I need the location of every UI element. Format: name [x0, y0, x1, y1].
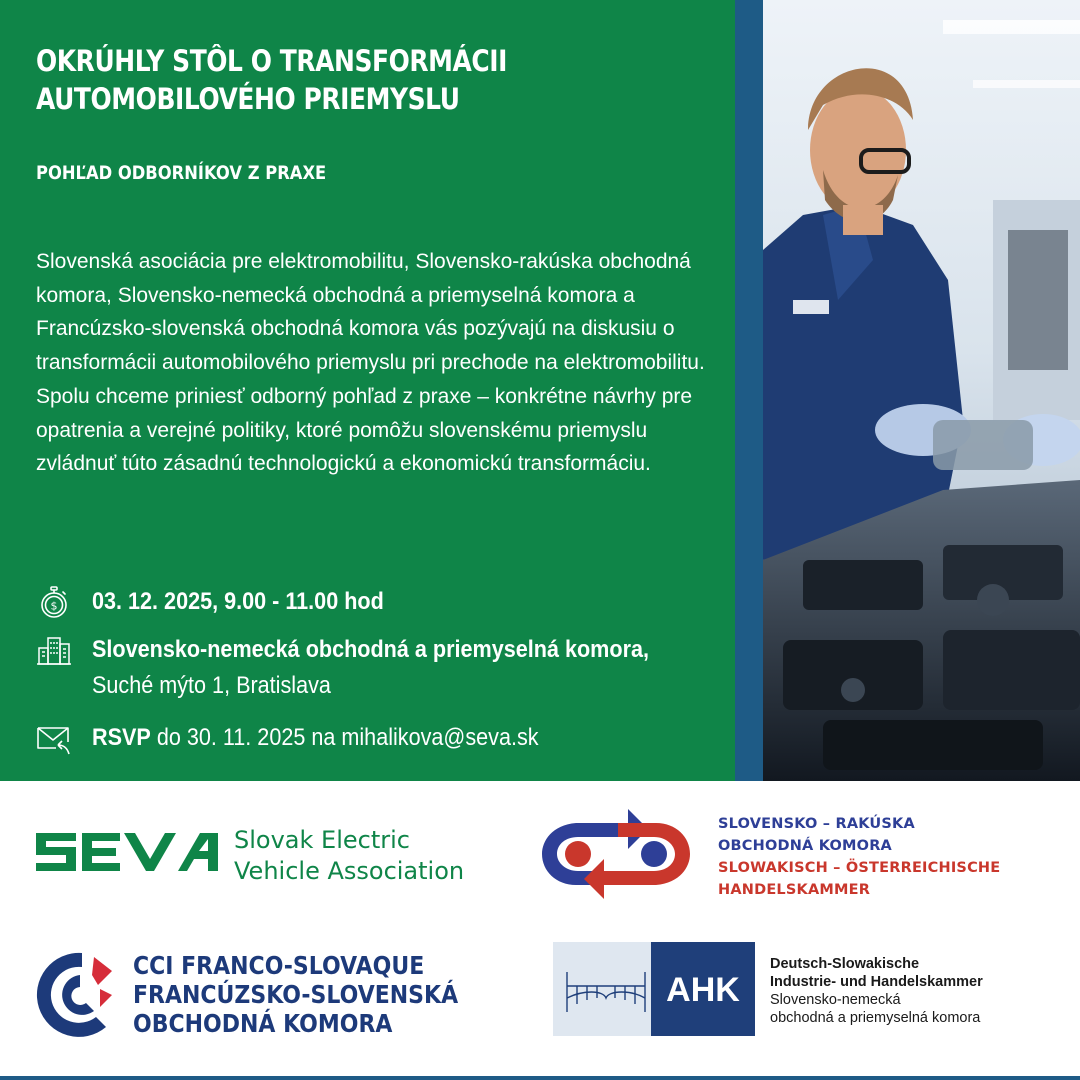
seva-tagline-line-2: Vehicle Association — [234, 857, 465, 885]
rsvp-label: RSVP — [92, 724, 151, 751]
event-date-row — [36, 584, 416, 620]
partner-logos — [0, 781, 1080, 1080]
cci-line-3: OBCHODNÁ KOMORA — [133, 1009, 393, 1038]
invitation-panel — [0, 0, 735, 781]
svg-text:$: $ — [50, 599, 58, 613]
cci-line-1-rest: FRANCO-SLOVAQUE — [173, 951, 425, 980]
accent-stripe — [735, 0, 763, 781]
building-icon — [36, 632, 72, 668]
sra-line-4: HANDELSKAMMER — [718, 882, 871, 898]
event-subtitle: POHĽAD ODBORNÍKOV Z PRAXE — [36, 162, 327, 184]
event-date-value: 03. 12. 2025, 9.00 - 11.00 hod — [92, 588, 384, 615]
stopwatch-icon — [36, 584, 72, 620]
event-description: Slovenská asociácia pre elektromobilitu, Slovensko-rakúska obchodná komora, Slovensko-nemecká obchodná a priemyselná komora a Francúzsko-slovenská obchodná komora vás pozývajú na diskusiu o transformácii automobilového priemyslu pri prechode na elektromobilitu. Spolu chceme priniesť odborný pohľad z praxe – konkrétne návrhy pre opatrenia a verejné politiky, ktoré pomôžu slovenskému priemyslu zvládnuť túto zásadnú technologickú a ekonomickú transformáciu. — [36, 250, 705, 476]
factory-worker-photo — [763, 0, 1080, 781]
sra-line-2: OBCHODNÁ KOMORA — [718, 838, 892, 854]
sra-name — [718, 813, 1000, 901]
ahk-line-4: obchodná a priemyselná komora — [770, 1010, 981, 1026]
ahk-line-3: Slovensko-nemecká — [770, 992, 901, 1008]
event-rsvp-row — [36, 720, 588, 756]
cci-prefix: CCI — [133, 951, 174, 980]
ahk-name — [770, 955, 983, 1027]
ahk-line-1: Deutsch-Slowakische — [770, 956, 920, 972]
seva-tagline — [234, 825, 464, 887]
sra-arrows-logo-icon — [542, 807, 690, 901]
event-venue-address: Suché mýto 1, Bratislava — [92, 672, 331, 699]
sra-line-3: SLOWAKISCH – ÖSTERREICHISCHE — [718, 860, 1001, 876]
sra-line-1: SLOVENSKO – RAKÚSKA — [718, 816, 915, 832]
envelope-reply-icon — [36, 720, 72, 756]
event-title — [36, 42, 621, 118]
ahk-mark: AHK — [666, 971, 740, 1009]
ahk-line-2: Industrie- und Handelskammer — [770, 974, 983, 990]
event-venue-name: Slovensko-nemecká obchodná a priemyselná komora, — [92, 636, 650, 663]
cci-logo-icon — [36, 949, 116, 1041]
cci-line-1 — [133, 951, 458, 980]
event-venue-row — [36, 632, 711, 704]
ahk-logo-icon — [553, 942, 755, 1036]
event-date — [92, 584, 384, 620]
event-rsvp — [92, 720, 539, 756]
event-title-line-1: OKRÚHLY STÔL O TRANSFORMÁCII — [36, 44, 507, 78]
seva-logo-icon — [36, 825, 218, 879]
seva-tagline-line-1: Slovak Electric — [234, 826, 410, 854]
event-venue — [92, 632, 649, 704]
rsvp-text: do 30. 11. 2025 na mihalikova@seva.sk — [150, 724, 539, 751]
cci-line-2: FRANCÚZSKO-SLOVENSKÁ — [133, 980, 459, 1009]
bottom-divider — [0, 1076, 1080, 1080]
cci-name — [133, 951, 458, 1038]
event-title-line-2: AUTOMOBILOVÉHO PRIEMYSLU — [36, 82, 460, 116]
